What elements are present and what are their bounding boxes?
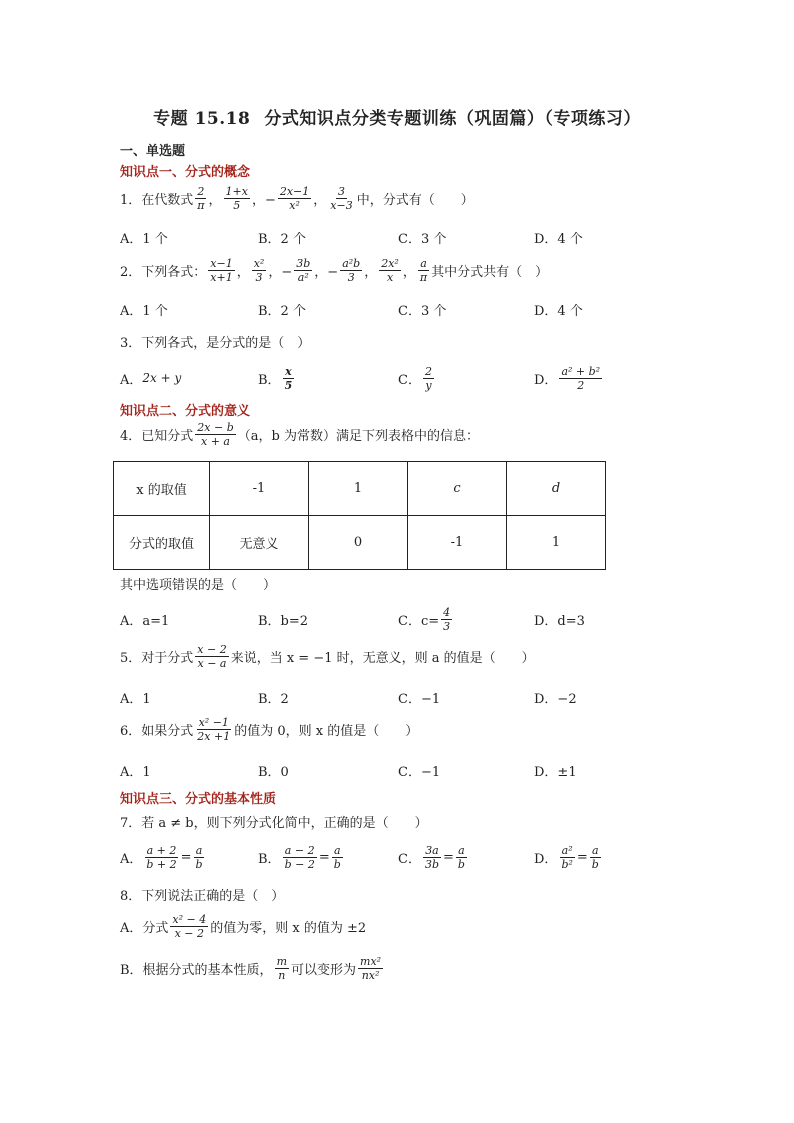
option-fraction <box>194 844 205 871</box>
frac-num: 4 <box>443 605 451 619</box>
q6-fraction <box>195 716 232 743</box>
option-mid: 可以变形为 <box>291 963 357 978</box>
question-6 <box>120 716 418 743</box>
table-cell: 分式的取值 <box>114 516 210 570</box>
option-fraction <box>423 844 441 871</box>
frac-den: 3 <box>255 271 263 284</box>
frac-den: b² <box>561 857 573 871</box>
frac-num: a + 2 <box>146 843 177 857</box>
table-cell: 1 <box>309 462 408 516</box>
option-a[interactable]: A．1 个 <box>120 231 168 247</box>
option-fraction <box>590 844 601 871</box>
title-text: 分式知识点分类专题训练（巩固篇）（专项练习） <box>264 109 641 129</box>
frac-num: a²b <box>342 257 361 270</box>
page-title <box>0 104 794 129</box>
q2-sep: ， <box>402 265 416 280</box>
knowledge-point-1: 知识点一、分式的概念 <box>120 165 251 180</box>
frac-num: m <box>276 955 287 968</box>
option-fraction <box>559 844 574 871</box>
q8-option-a[interactable] <box>120 913 366 940</box>
q5-suffix: 来说，当 x = −1 时，无意义，则 a 的值是（ ） <box>230 651 535 666</box>
frac-den: b − 2 <box>284 857 315 871</box>
frac-den: π <box>197 199 205 212</box>
table-cell: -1 <box>210 462 309 516</box>
frac-num: 3 <box>338 185 345 198</box>
frac-num: 2x² <box>381 257 399 270</box>
option-fraction <box>275 955 289 982</box>
equals-sign: = <box>443 849 454 865</box>
option-d[interactable]: D．−2 <box>534 691 577 707</box>
equals-sign: = <box>180 849 192 865</box>
option-a[interactable]: A．a=1 <box>120 613 170 629</box>
option-fraction <box>170 913 208 940</box>
option-a[interactable]: A．1 <box>120 691 151 707</box>
frac-den: b + 2 <box>146 857 177 871</box>
option-fraction <box>456 844 467 871</box>
frac-den: b <box>195 857 203 871</box>
frac-num: 2 <box>424 364 432 378</box>
table-cell: c <box>408 462 507 516</box>
q4-after-text: 其中选项错误的是（ ） <box>120 578 277 593</box>
frac-num: a² + b² <box>561 364 601 378</box>
q2-options <box>120 295 640 323</box>
option-fraction <box>423 365 434 392</box>
q8-option-b[interactable] <box>120 955 385 982</box>
q1-sep: ， <box>208 193 222 208</box>
option-prefix: B． <box>258 372 281 388</box>
option-prefix: B．根据分式的基本性质， <box>120 963 273 978</box>
q4-options <box>120 603 640 635</box>
table-cell: d <box>507 462 606 516</box>
option-fraction <box>332 844 343 871</box>
option-c[interactable] <box>398 603 454 635</box>
q3-options <box>120 362 640 394</box>
option-d[interactable]: D．4 个 <box>534 303 583 319</box>
q2-sep: ， <box>364 265 378 280</box>
frac-den: 5 <box>284 378 293 392</box>
table-cell: 无意义 <box>210 516 309 570</box>
frac-den: b <box>457 857 465 871</box>
frac-den: 5 <box>233 199 241 212</box>
q2-neg: ，− <box>314 265 339 280</box>
q6-prefix: 6．如果分式 <box>120 724 194 739</box>
option-c[interactable]: C．3 个 <box>398 231 447 247</box>
option-prefix: B． <box>258 851 281 867</box>
option-b[interactable] <box>258 362 296 394</box>
option-suffix: 的值为零，则 x 的值为 ±2 <box>210 921 367 936</box>
option-fraction <box>559 365 602 392</box>
option-d[interactable]: D．d=3 <box>534 613 585 629</box>
title-label: 专题 <box>153 109 189 129</box>
q2-prefix: 2．下列各式： <box>120 265 207 280</box>
frac-den: x+1 <box>210 271 233 284</box>
q2-neg: ，− <box>268 265 293 280</box>
q2-fraction-6 <box>418 257 429 284</box>
frac-den: x − a <box>197 657 227 670</box>
option-fraction <box>144 844 178 871</box>
option-b[interactable]: B．0 <box>258 764 289 780</box>
frac-num: 2x−1 <box>279 185 310 198</box>
option-fraction <box>441 606 452 633</box>
frac-num: x−1 <box>210 257 233 270</box>
equals-sign: = <box>318 849 330 865</box>
frac-num: a − 2 <box>284 843 315 857</box>
option-b[interactable]: B．2 <box>258 691 289 707</box>
option-prefix: C． <box>398 372 421 388</box>
q2-fraction-5 <box>379 257 401 284</box>
q2-sep: ， <box>236 265 250 280</box>
q4-prefix: 4．已知分式 <box>120 429 194 444</box>
frac-num: x² <box>253 257 265 270</box>
option-fraction <box>358 955 383 982</box>
option-prefix: D． <box>534 851 558 867</box>
frac-num: a <box>333 843 341 857</box>
q5-prefix: 5．对于分式 <box>120 651 194 666</box>
table-row <box>114 516 606 570</box>
q6-options <box>120 756 640 784</box>
frac-num: mx² <box>360 955 382 968</box>
frac-den: b <box>591 857 599 871</box>
option-d[interactable]: D．±1 <box>534 764 577 780</box>
title-number: 15.18 <box>194 109 251 129</box>
question-3: 3．下列各式，是分式的是（ ） <box>120 336 311 351</box>
frac-den: nx² <box>361 969 380 982</box>
info-table <box>113 461 606 570</box>
frac-den: a² <box>297 271 309 284</box>
q1-fraction-1 <box>195 185 206 212</box>
section-heading: 一、单选题 <box>120 144 186 159</box>
frac-num: 3b <box>296 257 311 270</box>
frac-den: 3 <box>443 619 451 633</box>
frac-den: π <box>419 271 428 284</box>
equals-sign: = <box>576 849 588 865</box>
frac-den: x + a <box>201 435 230 448</box>
q1-fraction-3 <box>278 185 311 212</box>
table-cell: -1 <box>408 516 507 570</box>
option-fraction <box>283 844 317 871</box>
option-prefix: A． <box>120 851 143 867</box>
q2-fraction-2 <box>252 257 267 284</box>
frac-den: b <box>333 857 341 871</box>
frac-den: 2 <box>577 378 585 392</box>
option-c[interactable] <box>398 840 469 874</box>
q6-suffix: 的值为 0，则 x 的值是（ ） <box>234 724 419 739</box>
q2-fraction-4 <box>340 257 362 284</box>
q2-fraction-1 <box>208 257 234 284</box>
option-b[interactable]: B．2 个 <box>258 231 306 247</box>
frac-den: x − 2 <box>174 927 205 940</box>
frac-num: x <box>285 364 292 378</box>
option-prefix: C． <box>398 851 421 867</box>
q1-neg: ，− <box>251 193 276 208</box>
table-cell: 1 <box>507 516 606 570</box>
option-c[interactable] <box>398 362 436 394</box>
frac-num: a <box>458 843 465 857</box>
knowledge-point-2: 知识点二、分式的意义 <box>120 404 251 419</box>
q1-sep: ， <box>313 193 327 208</box>
frac-num: 2x − b <box>197 421 234 434</box>
option-a[interactable]: A．1 <box>120 764 151 780</box>
frac-den: 2x +1 <box>197 730 231 743</box>
frac-num: 1+x <box>225 185 248 198</box>
frac-num: x − 2 <box>197 643 227 656</box>
frac-num: x² −1 <box>198 716 229 729</box>
frac-den: 3b <box>424 857 439 871</box>
option-expr: 2x + y <box>142 371 182 385</box>
option-b[interactable]: B．b=2 <box>258 613 309 629</box>
question-2 <box>120 257 548 284</box>
option-d[interactable] <box>534 840 603 874</box>
frac-den: y <box>425 378 432 392</box>
q1-suffix: 中，分式有（ ） <box>356 193 474 208</box>
option-prefix: C．c= <box>398 613 440 629</box>
option-b[interactable] <box>258 840 345 874</box>
option-prefix: A．分式 <box>120 921 169 936</box>
option-c[interactable]: C．3 个 <box>398 303 447 319</box>
frac-den: n <box>278 969 286 982</box>
q5-options <box>120 683 640 711</box>
frac-num: a <box>195 843 203 857</box>
q2-suffix: 其中分式共有（ ） <box>431 265 549 280</box>
q1-fraction-4 <box>328 185 354 212</box>
option-d[interactable] <box>534 362 604 394</box>
knowledge-point-3: 知识点三、分式的基本性质 <box>120 792 277 807</box>
frac-num: 2 <box>197 185 205 198</box>
q1-prefix: 1．在代数式 <box>120 193 194 208</box>
q4-fraction <box>195 421 235 448</box>
frac-den: x² <box>289 199 300 212</box>
option-b[interactable]: B．2 个 <box>258 303 306 319</box>
table-cell: x 的取值 <box>114 462 210 516</box>
q7-options <box>120 840 640 874</box>
frac-den: x−3 <box>330 199 353 212</box>
option-fraction <box>283 365 295 392</box>
frac-den: x <box>386 271 394 284</box>
frac-num: a² <box>561 843 573 857</box>
frac-den: 3 <box>347 271 355 284</box>
q1-fraction-2 <box>224 185 250 212</box>
option-a[interactable] <box>120 362 181 394</box>
question-5 <box>120 643 535 670</box>
table-cell: 0 <box>309 516 408 570</box>
frac-num: x² − 4 <box>172 913 207 926</box>
q4-suffix: （a，b 为常数）满足下列表格中的信息： <box>237 429 479 444</box>
frac-num: 3a <box>425 843 439 857</box>
q1-options <box>120 223 640 251</box>
option-d[interactable]: D．4 个 <box>534 231 583 247</box>
question-8: 8．下列说法正确的是（ ） <box>120 889 285 904</box>
question-4 <box>120 421 479 448</box>
q2-fraction-3 <box>294 257 312 284</box>
option-a[interactable] <box>120 840 207 874</box>
frac-num: a <box>420 257 427 270</box>
option-a[interactable]: A．1 个 <box>120 303 168 319</box>
question-7: 7．若 a ≠ b，则下列分式化简中，正确的是（ ） <box>120 816 428 831</box>
option-c[interactable]: C．−1 <box>398 764 441 780</box>
option-prefix: D． <box>534 372 558 388</box>
question-1 <box>120 185 474 212</box>
frac-num: a <box>592 843 599 857</box>
table-row <box>114 462 606 516</box>
option-c[interactable]: C．−1 <box>398 691 441 707</box>
option-prefix: A． <box>120 372 143 388</box>
q5-fraction <box>195 643 228 670</box>
